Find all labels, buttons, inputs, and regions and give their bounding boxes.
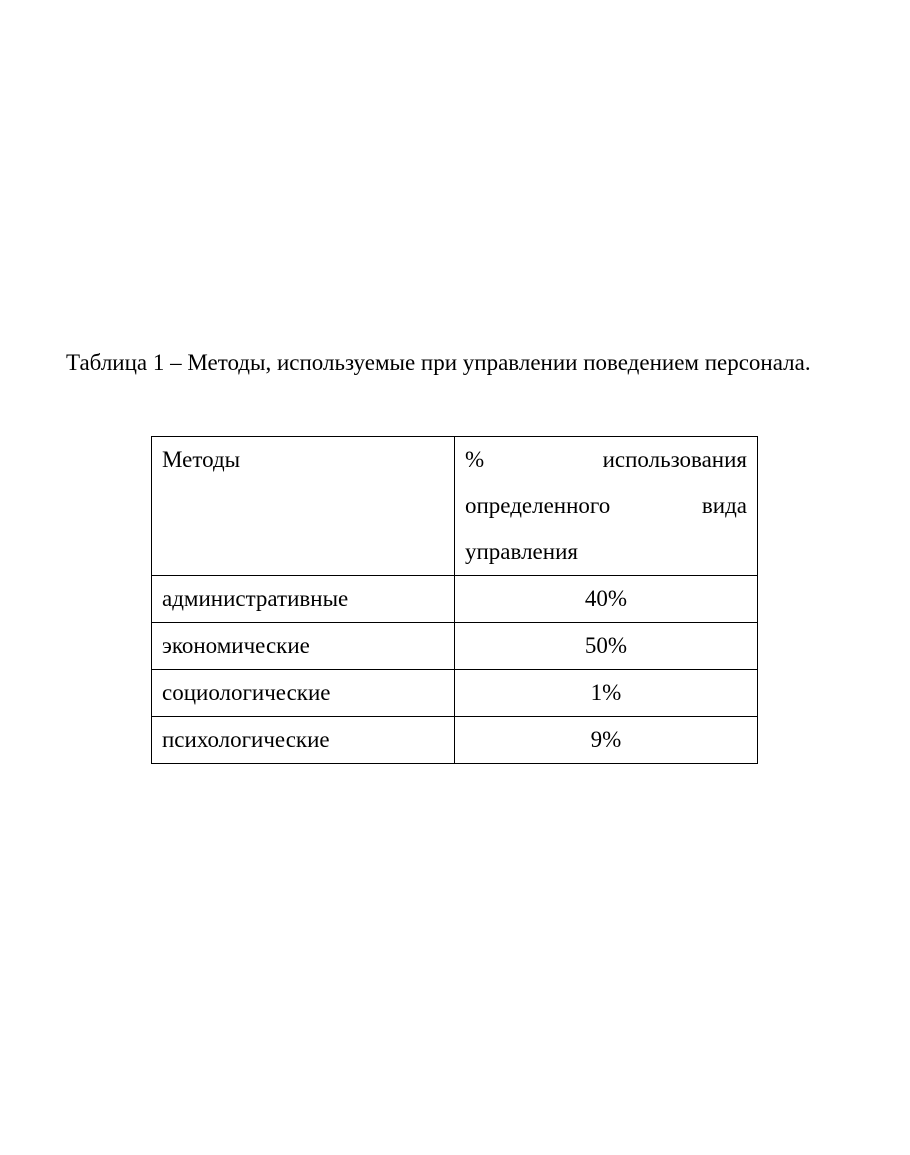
method-name: экономические (152, 623, 455, 670)
table-row (152, 717, 758, 764)
header-usage-percent: % использования определенного вида управления (455, 437, 758, 576)
method-name: социологические (152, 670, 455, 717)
method-name: психологические (152, 717, 455, 764)
method-percent: 9% (455, 717, 758, 764)
methods-table (151, 436, 758, 764)
method-percent: 40% (455, 576, 758, 623)
table-caption: Таблица 1 – Методы, используемые при управлении поведением персонала. (66, 350, 811, 375)
method-name: административные (152, 576, 455, 623)
table-row (152, 670, 758, 717)
table-row (152, 576, 758, 623)
table-header-row (152, 437, 758, 576)
table-row (152, 623, 758, 670)
header-methods: Методы (152, 437, 455, 576)
method-percent: 50% (455, 623, 758, 670)
method-percent: 1% (455, 670, 758, 717)
